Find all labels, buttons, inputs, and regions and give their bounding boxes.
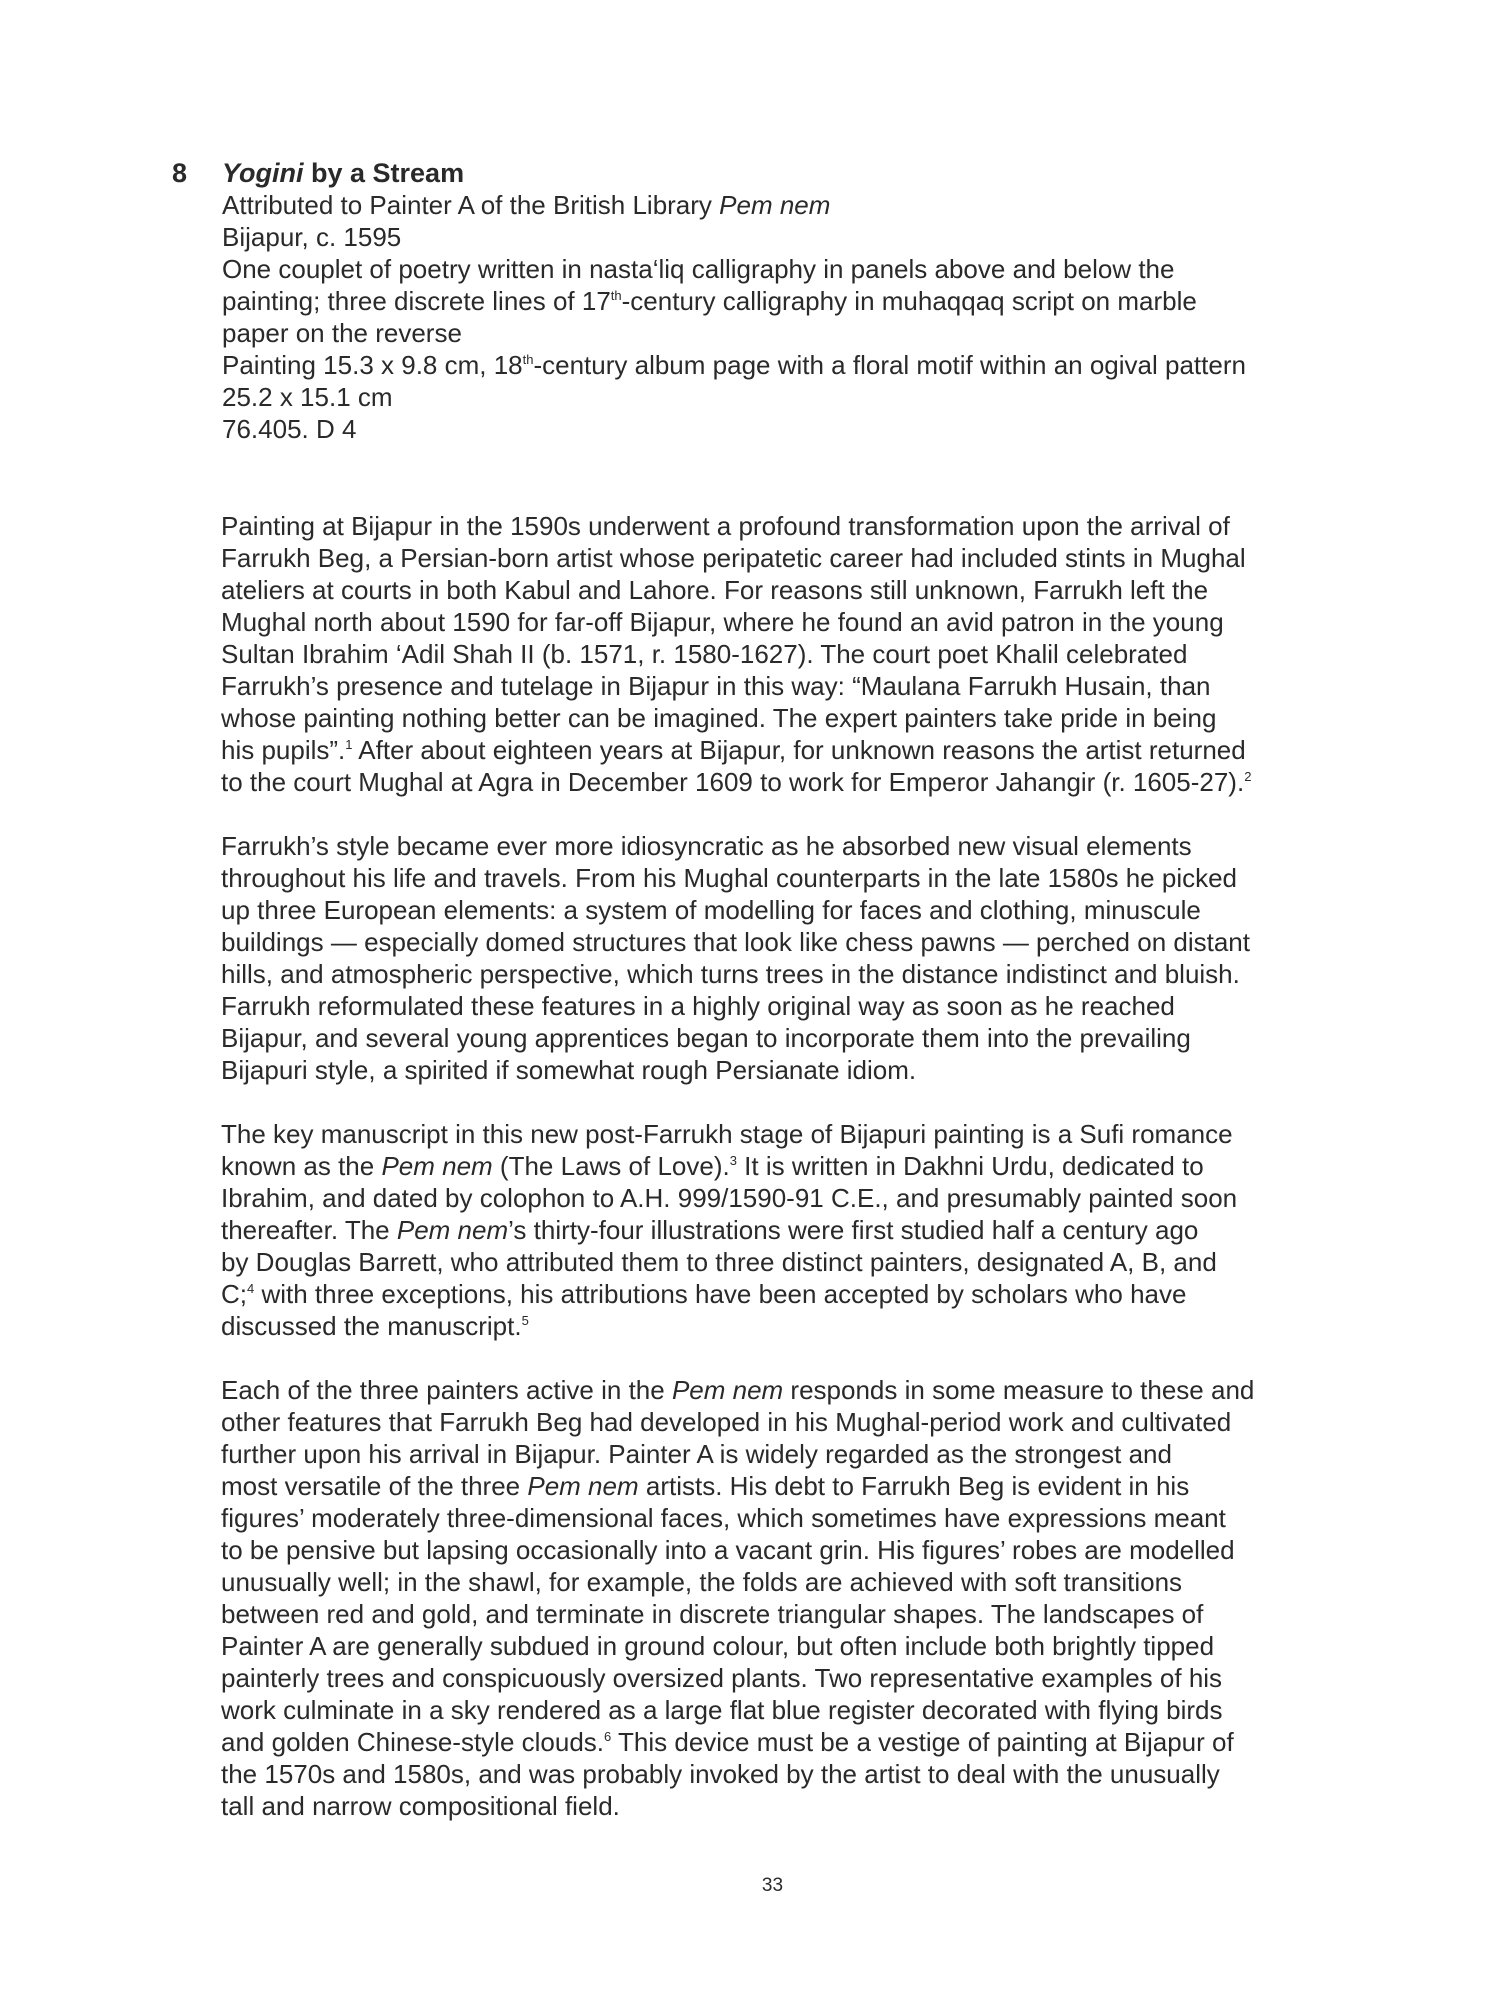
paragraph-3: The key manuscript in this new post-Farrukh stage of Bijapuri painting is a Sufi romance known as the Pem nem (The Laws of Love).$^3$ It is written in Dakhni Urdu, dedicated to Ibrahim, and dated by colophon to A.H. 999/1590-91 C.E., and presumably painted soon thereafter. The Pem nem’s thirty-four illustrations were first studied half a century ago by Douglas Barrett, who attributed them to three distinct painters, designated A, B, and C;$^4$ with three exceptions, his attributions have been accepted by scholars who have discussed the manuscript.$^5$ (221, 1119, 1238, 1341)
entry-title-italic: Yogini (222, 158, 304, 188)
description-line: One couplet of poetry written in nasta‘liq calligraphy in panels above and below the (222, 254, 1175, 284)
footnote-ref: 6 (604, 1729, 612, 1744)
accession-number: 76.405. D 4 (222, 414, 357, 444)
catalogue-entry-header (222, 157, 1342, 445)
footnote-ref: 2 (1244, 769, 1252, 784)
dimensions-line: Painting 15.3 x 9.8 cm, 18th-century album page with a floral motif within an ogival pattern (222, 350, 1246, 380)
paragraph-4: Each of the three painters active in the Pem nem responds in some measure to these and other features that Farrukh Beg had developed in his Mughal-period work and cultivated further upon his arrival in Bijapur. Painter A is widely regarded as the strongest and most versatile of the three Pem nem artists. His debt to Farrukh Beg is evident in his figures’ moderately three-dimensional faces, which sometimes have expressions meant to be pensive but lapsing occasionally into a vacant grin. His figures’ robes are modelled unusually well; in the shawl, for example, the folds are achieved with soft transitions between red and gold, and terminate in discrete triangular shapes. The landscapes of Painter A are generally subdued in ground colour, but often include both brightly tipped painterly trees and conspicuously oversized plants. Two representative examples of his work culminate in a sky rendered as a large flat blue register decorated with flying birds and golden Chinese-style clouds.$^6$ This device must be a vestige of painting at Bijapur of the 1570s and 1580s, and was probably invoked by the artist to deal with the unusually tall and narrow compositional field. (221, 1375, 1255, 1821)
description-line: painting; three discrete lines of 17th-century calligraphy in muhaqqaq script on marble (222, 286, 1197, 316)
entry-number: 8 (172, 158, 188, 188)
place-date-line: Bijapur, c. 1595 (222, 222, 402, 252)
footnote-ref: 5 (521, 1313, 529, 1328)
page-number: 33 (761, 1875, 784, 1896)
attribution-line: Attributed to Painter A of the British Library Pem nem (222, 190, 831, 220)
paragraph-1: Painting at Bijapur in the 1590s underwent a profound transformation upon the arrival of Farrukh Beg, a Persian-born artist whose peripatetic career had included stints in Mughal ateliers at courts in both Kabul and Lahore. For reasons still unknown, Farrukh left the Mughal north about 1590 for far-off Bijapur, where he found an avid patron in the young Sultan Ibrahim ‘Adil Shah II (b. 1571, r. 1580-1627). The court poet Khalil celebrated Farrukh’s presence and tutelage in Bijapur in this way: “Maulana Farrukh Husain, than whose painting nothing better can be imagined. The expert painters take pride in being his pupils”.$^1$ After about eighteen years at Bijapur, for unknown reasons the artist returned to the court Mughal at Agra in December 1609 to work for Emperor Jahangir (r. 1605-27).$^2$ (221, 511, 1252, 797)
entry-title (222, 157, 1342, 189)
dimensions-line: 25.2 x 15.1 cm (222, 382, 393, 412)
entry-title-rest: by a Stream (303, 158, 465, 188)
footnote-ref: 4 (247, 1281, 255, 1296)
footnote-ref: 3 (729, 1153, 737, 1168)
essay-body (221, 510, 1351, 1854)
footnote-ref: 1 (345, 737, 353, 752)
paragraph-2: Farrukh’s style became ever more idiosyncratic as he absorbed new visual elements throughout his life and travels. From his Mughal counterparts in the late 1580s he picked up three European elements: a system of modelling for faces and clothing, minuscule buildings — especially domed structures that look like chess pawns — perched on distant hills, and atmospheric perspective, which turns trees in the distance indistinct and bluish. Farrukh reformulated these features in a highly original way as soon as he reached Bijapur, and several young apprentices began to incorporate them into the prevailing Bijapuri style, a spirited if somewhat rough Persianate idiom. (221, 831, 1250, 1085)
description-line: paper on the reverse (222, 318, 462, 348)
